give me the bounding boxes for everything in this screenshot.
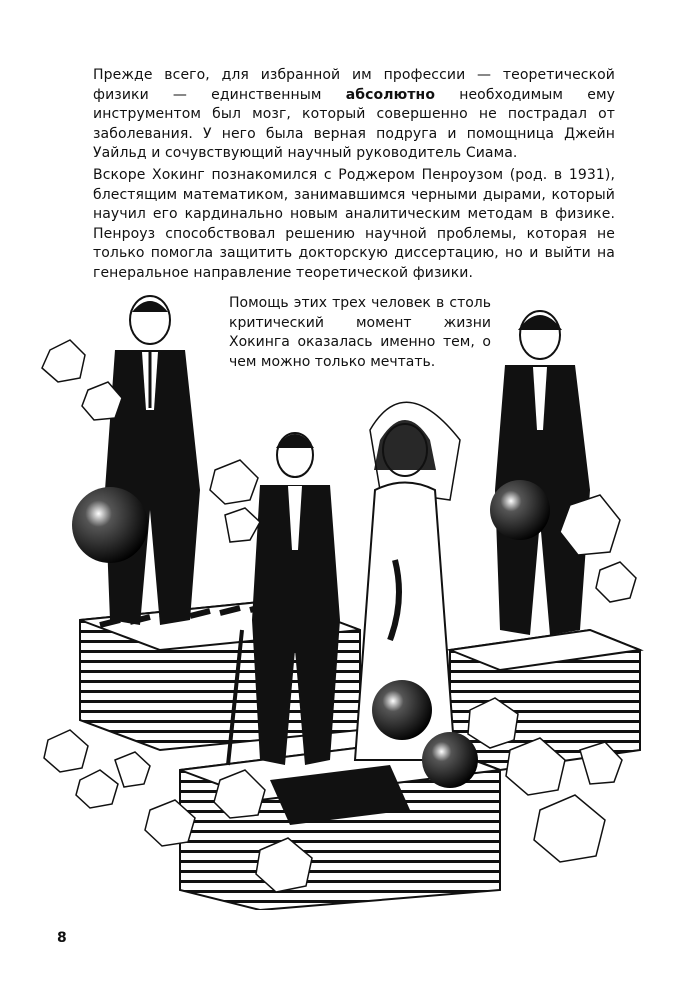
figure-sciama <box>105 296 200 625</box>
page-number: 8 <box>57 930 67 946</box>
emphasis-absolutely: абсолютно <box>345 86 436 103</box>
paragraph-3: Помощь этих трех человек в столь критический момент жизни Хокинга оказалась именно тем, о чем можно только мечтать. <box>229 295 491 370</box>
comic-illustration <box>30 290 650 910</box>
figure-penrose <box>495 311 590 635</box>
paragraph-2: Вскоре Хокинг познакомился с Роджером Пенроузом (род. в 1931), блестящим математиком, занимавшимся черными дырами, который научил его кардинально новым аналитическим методам в физике. Пенроуз способствовал решению научной проблемы, которая не только помогла защитить докторскую диссертацию, но и выйти на генеральное направление теоретической физики. <box>93 167 615 281</box>
paragraph-1: Прежде всего, для избранной им профессии — теоретической физики — единственным абсолютно необходимым ему инструментом был мозг, который совершенно не пострадал от заболевания. У него была верная подруга и помощница Джейн Уайльд и сочувствующий научный руководитель Сиама. <box>93 67 615 161</box>
